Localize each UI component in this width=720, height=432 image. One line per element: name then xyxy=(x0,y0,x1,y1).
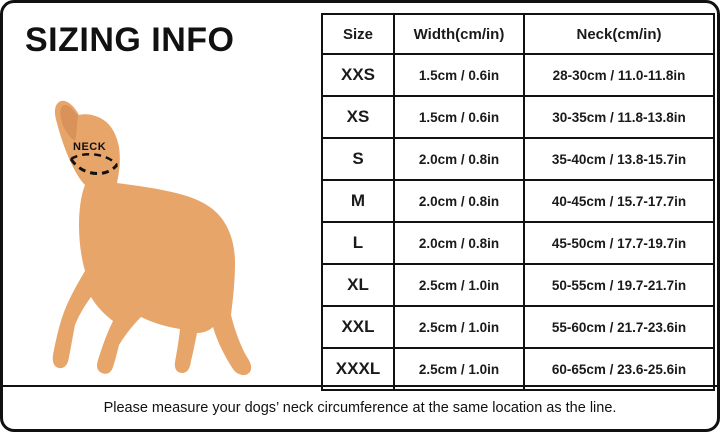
col-header-size: Size xyxy=(322,14,394,54)
cell-size: XXS xyxy=(322,54,394,96)
table-row xyxy=(322,54,714,96)
dog-illustration xyxy=(21,81,301,381)
table-row xyxy=(322,138,714,180)
cell-neck: 50-55cm / 19.7-21.7in xyxy=(524,264,714,306)
cell-width: 2.0cm / 0.8in xyxy=(394,180,524,222)
cell-size: M xyxy=(322,180,394,222)
cell-width: 2.5cm / 1.0in xyxy=(394,264,524,306)
table-row xyxy=(322,264,714,306)
cell-neck: 35-40cm / 13.8-15.7in xyxy=(524,138,714,180)
cell-neck: 45-50cm / 17.7-19.7in xyxy=(524,222,714,264)
cell-neck: 55-60cm / 21.7-23.6in xyxy=(524,306,714,348)
page-title: SIZING INFO xyxy=(25,21,235,59)
cell-size: L xyxy=(322,222,394,264)
table-row xyxy=(322,96,714,138)
cell-neck: 40-45cm / 15.7-17.7in xyxy=(524,180,714,222)
table-header-row xyxy=(322,14,714,54)
size-table-container xyxy=(321,13,713,391)
measurement-note: Please measure your dogs’ neck circumference at the same location as the line. xyxy=(103,400,617,416)
table-row xyxy=(322,222,714,264)
cell-width: 2.5cm / 1.0in xyxy=(394,306,524,348)
footer-note-bar xyxy=(3,385,717,429)
neck-label: NECK xyxy=(73,141,107,153)
cell-width: 1.5cm / 0.6in xyxy=(394,96,524,138)
cell-size: XXXL xyxy=(322,348,394,390)
cell-size: XS xyxy=(322,96,394,138)
cell-neck: 60-65cm / 23.6-25.6in xyxy=(524,348,714,390)
cell-neck: 30-35cm / 11.8-13.8in xyxy=(524,96,714,138)
table-row xyxy=(322,180,714,222)
table-row xyxy=(322,348,714,390)
col-header-width: Width(cm/in) xyxy=(394,14,524,54)
cell-width: 2.5cm / 1.0in xyxy=(394,348,524,390)
size-table xyxy=(321,13,715,391)
dog-silhouette-icon xyxy=(21,81,301,381)
cell-size: S xyxy=(322,138,394,180)
cell-width: 1.5cm / 0.6in xyxy=(394,54,524,96)
col-header-neck: Neck(cm/in) xyxy=(524,14,714,54)
table-body xyxy=(322,54,714,390)
table-row xyxy=(322,306,714,348)
cell-width: 2.0cm / 0.8in xyxy=(394,138,524,180)
table-header xyxy=(322,14,714,54)
illustration-panel xyxy=(3,3,315,395)
cell-width: 2.0cm / 0.8in xyxy=(394,222,524,264)
cell-size: XL xyxy=(322,264,394,306)
cell-neck: 28-30cm / 11.0-11.8in xyxy=(524,54,714,96)
cell-size: XXL xyxy=(322,306,394,348)
